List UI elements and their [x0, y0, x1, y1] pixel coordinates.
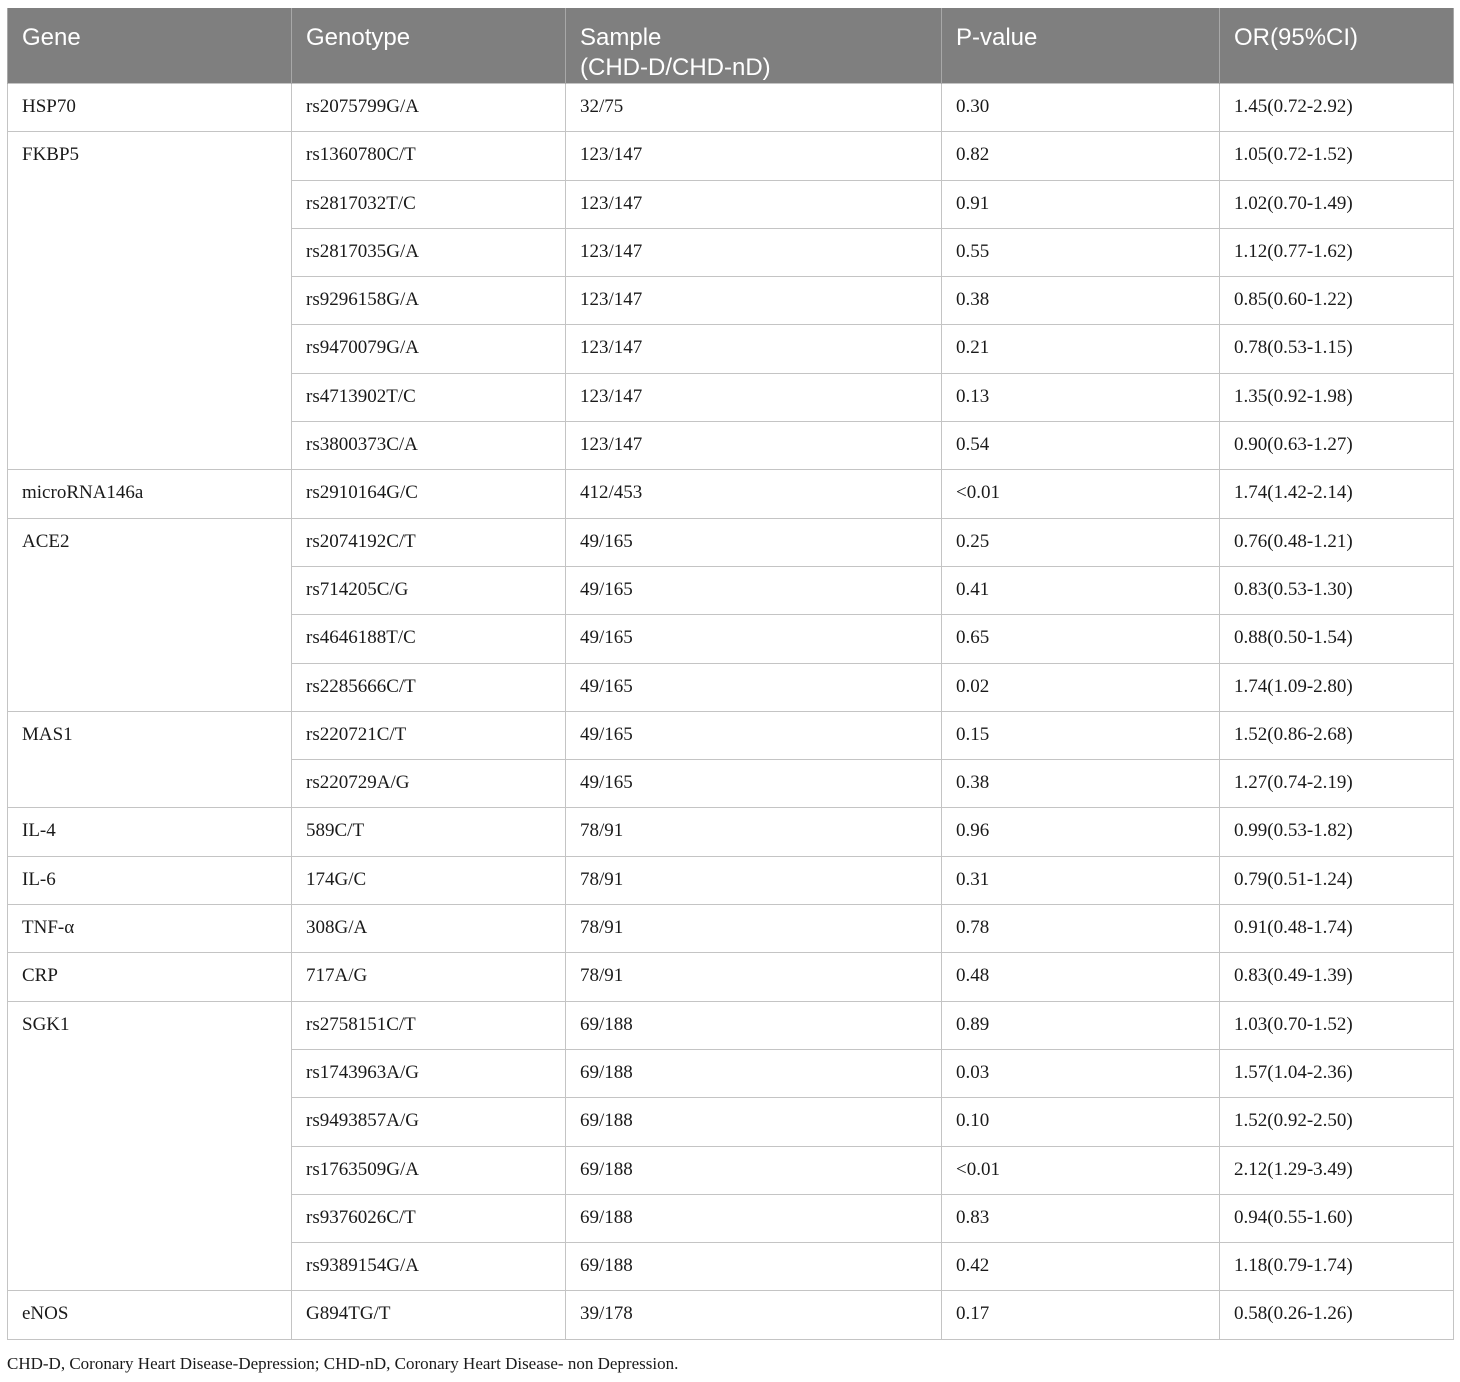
genotype-cell: rs2285666C/T: [292, 663, 566, 711]
table-header: [8, 8, 1454, 84]
pvalue-cell: 0.54: [942, 422, 1220, 470]
pvalue-cell: 0.31: [942, 856, 1220, 904]
gene-cell: TNF-α: [8, 905, 292, 953]
genotype-cell: 589C/T: [292, 808, 566, 856]
table-row: [8, 953, 1454, 1001]
header-genotype: Genotype: [292, 8, 566, 84]
table-body: [8, 84, 1454, 1340]
gene-cell: eNOS: [8, 1291, 292, 1339]
or-cell: 0.83(0.53-1.30): [1220, 566, 1454, 614]
gene-cell: SGK1: [8, 1001, 292, 1291]
sample-cell: 123/147: [566, 422, 942, 470]
or-cell: 0.58(0.26-1.26): [1220, 1291, 1454, 1339]
sample-cell: 49/165: [566, 518, 942, 566]
gene-cell: ACE2: [8, 518, 292, 711]
or-cell: 1.74(1.42-2.14): [1220, 470, 1454, 518]
results-table-container: [7, 8, 1453, 1340]
sample-cell: 69/188: [566, 1098, 942, 1146]
genotype-cell: rs220729A/G: [292, 760, 566, 808]
or-cell: 1.52(0.92-2.50): [1220, 1098, 1454, 1146]
sample-cell: 49/165: [566, 663, 942, 711]
genotype-cell: rs9376026C/T: [292, 1194, 566, 1242]
table-row: [8, 905, 1454, 953]
pvalue-cell: 0.48: [942, 953, 1220, 1001]
or-cell: 1.02(0.70-1.49): [1220, 180, 1454, 228]
genotype-cell: rs4713902T/C: [292, 373, 566, 421]
or-cell: 1.27(0.74-2.19): [1220, 760, 1454, 808]
or-cell: 0.76(0.48-1.21): [1220, 518, 1454, 566]
table-row: [8, 1001, 1454, 1049]
pvalue-cell: 0.65: [942, 615, 1220, 663]
or-cell: 1.45(0.72-2.92): [1220, 84, 1454, 132]
pvalue-cell: 0.38: [942, 277, 1220, 325]
or-cell: 1.74(1.09-2.80): [1220, 663, 1454, 711]
sample-cell: 49/165: [566, 615, 942, 663]
sample-cell: 69/188: [566, 1194, 942, 1242]
pvalue-cell: <0.01: [942, 470, 1220, 518]
sample-cell: 49/165: [566, 711, 942, 759]
genotype-cell: 174G/C: [292, 856, 566, 904]
sample-cell: 32/75: [566, 84, 942, 132]
genotype-cell: rs2075799G/A: [292, 84, 566, 132]
pvalue-cell: 0.21: [942, 325, 1220, 373]
pvalue-cell: 0.02: [942, 663, 1220, 711]
sample-cell: 78/91: [566, 808, 942, 856]
table-footnote: CHD-D, Coronary Heart Disease-Depression; CHD-nD, Coronary Heart Disease- non Depression.: [7, 1354, 679, 1373]
genotype-cell: rs3800373C/A: [292, 422, 566, 470]
header-pvalue: P-value: [942, 8, 1220, 84]
gene-cell: microRNA146a: [8, 470, 292, 518]
sample-cell: 412/453: [566, 470, 942, 518]
genotype-cell: rs220721C/T: [292, 711, 566, 759]
genotype-cell: rs1360780C/T: [292, 132, 566, 180]
header-gene: Gene: [8, 8, 292, 84]
table-row: [8, 856, 1454, 904]
results-table: [7, 8, 1454, 1340]
sample-cell: 78/91: [566, 856, 942, 904]
sample-cell: 123/147: [566, 277, 942, 325]
pvalue-cell: 0.10: [942, 1098, 1220, 1146]
header-sample-line1: Sample: [580, 24, 662, 51]
header-or: OR(95%CI): [1220, 8, 1454, 84]
sample-cell: 69/188: [566, 1146, 942, 1194]
table-row: [8, 808, 1454, 856]
genotype-cell: rs9296158G/A: [292, 277, 566, 325]
pvalue-cell: 0.30: [942, 84, 1220, 132]
genotype-cell: rs1763509G/A: [292, 1146, 566, 1194]
or-cell: 0.99(0.53-1.82): [1220, 808, 1454, 856]
pvalue-cell: <0.01: [942, 1146, 1220, 1194]
or-cell: 1.12(0.77-1.62): [1220, 228, 1454, 276]
genotype-cell: rs9389154G/A: [292, 1243, 566, 1291]
sample-cell: 123/147: [566, 132, 942, 180]
or-cell: 1.57(1.04-2.36): [1220, 1049, 1454, 1097]
or-cell: 0.83(0.49-1.39): [1220, 953, 1454, 1001]
genotype-cell: rs2910164G/C: [292, 470, 566, 518]
gene-cell: IL-6: [8, 856, 292, 904]
or-cell: 1.05(0.72-1.52): [1220, 132, 1454, 180]
sample-cell: 123/147: [566, 180, 942, 228]
or-cell: 0.91(0.48-1.74): [1220, 905, 1454, 953]
table-row: [8, 518, 1454, 566]
pvalue-cell: 0.83: [942, 1194, 1220, 1242]
pvalue-cell: 0.41: [942, 566, 1220, 614]
genotype-cell: rs2074192C/T: [292, 518, 566, 566]
pvalue-cell: 0.96: [942, 808, 1220, 856]
or-cell: 1.52(0.86-2.68): [1220, 711, 1454, 759]
sample-cell: 49/165: [566, 566, 942, 614]
pvalue-cell: 0.89: [942, 1001, 1220, 1049]
header-sample-line2: (CHD-D/CHD-nD): [580, 54, 771, 81]
genotype-cell: rs2817035G/A: [292, 228, 566, 276]
or-cell: 1.18(0.79-1.74): [1220, 1243, 1454, 1291]
gene-cell: CRP: [8, 953, 292, 1001]
pvalue-cell: 0.03: [942, 1049, 1220, 1097]
gene-cell: IL-4: [8, 808, 292, 856]
genotype-cell: rs714205C/G: [292, 566, 566, 614]
sample-cell: 69/188: [566, 1243, 942, 1291]
genotype-cell: rs4646188T/C: [292, 615, 566, 663]
genotype-cell: rs9470079G/A: [292, 325, 566, 373]
sample-cell: 123/147: [566, 228, 942, 276]
pvalue-cell: 0.13: [942, 373, 1220, 421]
or-cell: 0.79(0.51-1.24): [1220, 856, 1454, 904]
genotype-cell: rs9493857A/G: [292, 1098, 566, 1146]
genotype-cell: G894TG/T: [292, 1291, 566, 1339]
or-cell: 0.94(0.55-1.60): [1220, 1194, 1454, 1242]
sample-cell: 69/188: [566, 1001, 942, 1049]
gene-cell: FKBP5: [8, 132, 292, 470]
gene-cell: HSP70: [8, 84, 292, 132]
pvalue-cell: 0.15: [942, 711, 1220, 759]
table-row: [8, 470, 1454, 518]
or-cell: 0.90(0.63-1.27): [1220, 422, 1454, 470]
table-row: [8, 84, 1454, 132]
table-row: [8, 132, 1454, 180]
or-cell: 1.03(0.70-1.52): [1220, 1001, 1454, 1049]
pvalue-cell: 0.78: [942, 905, 1220, 953]
genotype-cell: 308G/A: [292, 905, 566, 953]
sample-cell: 39/178: [566, 1291, 942, 1339]
genotype-cell: rs1743963A/G: [292, 1049, 566, 1097]
pvalue-cell: 0.42: [942, 1243, 1220, 1291]
header-row: [8, 8, 1454, 84]
table-row: [8, 1291, 1454, 1339]
genotype-cell: rs2817032T/C: [292, 180, 566, 228]
pvalue-cell: 0.82: [942, 132, 1220, 180]
pvalue-cell: 0.25: [942, 518, 1220, 566]
genotype-cell: 717A/G: [292, 953, 566, 1001]
pvalue-cell: 0.17: [942, 1291, 1220, 1339]
sample-cell: 78/91: [566, 905, 942, 953]
or-cell: 1.35(0.92-1.98): [1220, 373, 1454, 421]
gene-cell: MAS1: [8, 711, 292, 808]
pvalue-cell: 0.38: [942, 760, 1220, 808]
table-row: [8, 711, 1454, 759]
sample-cell: 49/165: [566, 760, 942, 808]
pvalue-cell: 0.55: [942, 228, 1220, 276]
pvalue-cell: 0.91: [942, 180, 1220, 228]
sample-cell: 78/91: [566, 953, 942, 1001]
sample-cell: 69/188: [566, 1049, 942, 1097]
genotype-cell: rs2758151C/T: [292, 1001, 566, 1049]
or-cell: 0.78(0.53-1.15): [1220, 325, 1454, 373]
or-cell: 2.12(1.29-3.49): [1220, 1146, 1454, 1194]
or-cell: 0.88(0.50-1.54): [1220, 615, 1454, 663]
sample-cell: 123/147: [566, 325, 942, 373]
or-cell: 0.85(0.60-1.22): [1220, 277, 1454, 325]
sample-cell: 123/147: [566, 373, 942, 421]
header-sample: [566, 8, 942, 84]
